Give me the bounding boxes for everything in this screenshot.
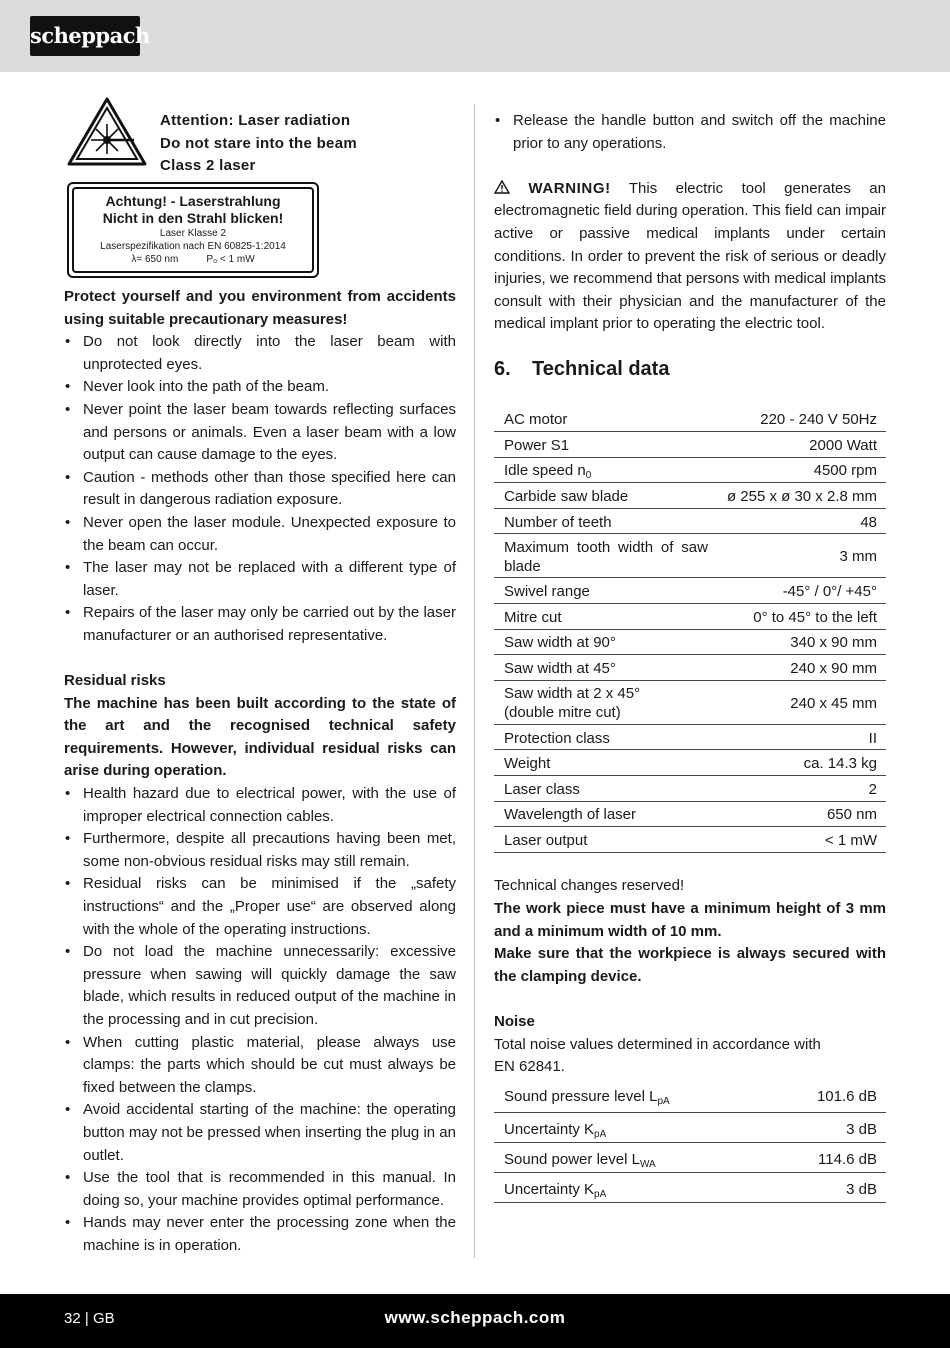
table-row <box>494 578 886 604</box>
spec-label-text: Wavelength of laser <box>504 806 637 824</box>
section-heading <box>494 356 886 382</box>
section-number: 6. <box>494 357 511 380</box>
emf-warning <box>494 178 886 336</box>
label-line-2: Nicht in den Strahl blicken! <box>102 210 284 226</box>
noise-table <box>494 1079 886 1204</box>
list-item: • Residual risks can be minimised if the „safety instructions“ and the „Proper use“ are observed along with the whole of the operating instructions. <box>64 873 456 941</box>
noise-label-text: Sound pressure level L <box>504 1088 658 1106</box>
spec-label-text: Swivel range <box>504 583 590 601</box>
noise-label-text: Sound power level L <box>504 1150 640 1168</box>
residual-risks-intro: The machine has been built according to the state of the art and the recognised technical safety requirements. However, individual residual risks can arise during operation. <box>64 694 456 780</box>
spec-label-text: AC motor <box>504 410 568 428</box>
spec-value-text: -45° / 0°/ +45° <box>782 583 877 601</box>
spec-value-text: 650 nm <box>826 806 877 824</box>
spec-label-text: Protection class <box>504 729 610 747</box>
spec-value <box>717 750 886 776</box>
spec-label <box>494 724 717 750</box>
label-power: P₀ < 1 mW <box>206 254 255 265</box>
laser-warning-text <box>160 110 357 178</box>
table-row <box>494 1173 886 1203</box>
right-column <box>494 110 886 1203</box>
list-item: • Hands may never enter the processing zone when the machine is in operation. <box>64 1212 456 1257</box>
spec-label <box>494 432 717 458</box>
spec-label <box>494 655 717 681</box>
spec-value <box>717 827 886 853</box>
noise-label-subscript: pA <box>594 1188 607 1200</box>
table-row <box>494 724 886 750</box>
changes-note: Technical changes reserved! <box>494 877 685 895</box>
list-item: • Never open the laser module. Unexpected exposure to the beam can occur. <box>64 512 456 557</box>
spec-label <box>494 801 717 827</box>
table-row <box>494 534 886 578</box>
footer-bar <box>0 1294 950 1348</box>
spec-value-text: 240 x 45 mm <box>790 694 877 712</box>
spec-label-text: Saw width at 90° <box>504 634 616 652</box>
spec-value-text: 0° to 45° to the left <box>753 608 877 626</box>
label-line-1: Achtung! - Laserstrahlung <box>105 193 281 209</box>
spec-label-text: Power S1 <box>504 436 570 454</box>
spec-label-text: Saw width at 45° <box>504 659 616 677</box>
spec-label-text: Carbide saw blade <box>504 488 629 506</box>
list-item: • Release the handle button and switch off the machine prior to any operations. <box>494 110 886 155</box>
spec-label <box>494 578 717 604</box>
left-column <box>64 110 456 1258</box>
list-item: • Do not look directly into the laser beam with unprotected eyes. <box>64 331 456 376</box>
spec-label <box>494 483 717 509</box>
laser-hazard-icon <box>66 96 148 168</box>
spec-label <box>494 534 717 578</box>
spec-label-text: Weight <box>504 755 551 773</box>
warning-triangle-icon <box>494 180 510 194</box>
table-row <box>494 1143 886 1173</box>
table-row <box>494 1113 886 1143</box>
spec-value <box>717 457 886 483</box>
logo-text: scheppach <box>30 23 150 48</box>
noise-label-text: Uncertainty K <box>504 1120 595 1138</box>
noise-label-subscript: WA <box>639 1158 656 1170</box>
noise-line-2: EN 62841. <box>494 1058 565 1076</box>
table-row <box>494 406 886 432</box>
spec-label-text: Saw width at 2 x 45° <box>504 685 641 703</box>
table-row <box>494 629 886 655</box>
spec-label <box>494 457 717 483</box>
workpiece-note: The work piece must have a minimum height of 3 mm and a minimum width of 10 mm. <box>494 899 886 940</box>
laser-line-1: Attention: Laser radiation <box>160 112 351 129</box>
table-row <box>494 655 886 681</box>
warning-label: WARNING! <box>528 179 611 197</box>
noise-label-subscript: pA <box>594 1128 607 1140</box>
noise-label-text: Uncertainty K <box>504 1180 595 1198</box>
noise-label <box>494 1173 768 1203</box>
noise-value-text: 114.6 dB <box>818 1150 877 1168</box>
residual-risks-list <box>64 783 456 1257</box>
spec-value-text: ca. 14.3 kg <box>803 755 877 773</box>
page-number: 32 <box>64 1310 81 1327</box>
warning-text: This electric tool generates an electromagnetic field during operation. This field can impair active or passive medical implants under certain conditions. In order to prevent the risk of serious or deadly injuries, we recommend that persons with medical implants consult with their physician and the manufacturer of the medical implant prior to operating the electric tool. <box>494 179 886 333</box>
spec-value-text: 4500 rpm <box>813 462 877 480</box>
spec-label <box>494 680 717 724</box>
clamp-note: Make sure that the workpiece is always secured with the clamping device. <box>494 945 886 985</box>
section-title: Technical data <box>532 357 670 380</box>
label-line-4: Laserspezifikation nach EN 60825-1:2014 <box>100 241 286 252</box>
page-language: GB <box>92 1310 115 1327</box>
spec-value <box>717 432 886 458</box>
website-link[interactable]: www.scheppach.com <box>384 1308 566 1327</box>
list-item: • Health hazard due to electrical power, with the use of improper electrical connection cables. <box>64 783 456 828</box>
table-row <box>494 604 886 630</box>
noise-line-1: Total noise values determined in accordance with <box>494 1035 821 1053</box>
spec-label <box>494 775 717 801</box>
release-list <box>494 110 886 155</box>
list-item: • When cutting plastic material, please always use clamps: the parts which should be cut must always be fixed between the clamps. <box>64 1032 456 1100</box>
table-row <box>494 1079 886 1113</box>
spec-value <box>717 508 886 534</box>
spec-value-text: 240 x 90 mm <box>790 659 877 677</box>
table-row <box>494 750 886 776</box>
noise-label <box>494 1113 768 1143</box>
spec-label <box>494 750 717 776</box>
spec-label-text: Mitre cut <box>504 608 562 626</box>
spec-value-text: ø 255 x ø 30 x 2.8 mm <box>726 488 877 506</box>
spec-value <box>717 534 886 578</box>
spec-label <box>494 629 717 655</box>
spec-label <box>494 604 717 630</box>
noise-label-subscript: pA <box>657 1096 670 1108</box>
table-row <box>494 801 886 827</box>
list-item: • Never look into the path of the beam. <box>64 376 456 399</box>
noise-label <box>494 1143 768 1173</box>
spec-value <box>717 604 886 630</box>
spec-value <box>717 629 886 655</box>
list-item: • Avoid accidental starting of the machine: the operating button may not be pressed when inserting the plug in an outlet. <box>64 1099 456 1167</box>
list-item: • Do not load the machine unnecessarily: excessive pressure when sawing will quickly damage the saw blade, which results in reduced output of the machine in the processing and in cut precision. <box>64 941 456 1031</box>
spec-label <box>494 508 717 534</box>
protect-list <box>64 331 456 647</box>
spec-value-text: < 1 mW <box>824 831 877 849</box>
noise-label <box>494 1079 768 1113</box>
spec-label-text: Idle speed n <box>504 462 586 480</box>
spec-label-text-line2: (double mitre cut) <box>504 704 621 722</box>
list-item: • Never point the laser beam towards reflecting surfaces and persons or animals. Even a laser beam with a low output can cause damage to the eyes. <box>64 399 456 467</box>
spec-value <box>717 680 886 724</box>
scheppach-logo <box>30 16 150 56</box>
table-row <box>494 483 886 509</box>
noise-value <box>768 1113 886 1143</box>
laser-line-3: Class 2 laser <box>160 157 256 175</box>
label-wavelength: λ= 650 nm <box>131 254 179 265</box>
noise-value <box>768 1173 886 1203</box>
tech-data-table <box>494 406 886 853</box>
noise-value-text: 101.6 dB <box>816 1088 877 1106</box>
spec-value <box>717 578 886 604</box>
laser-label-sticker <box>67 182 319 278</box>
spec-value <box>717 724 886 750</box>
residual-risks-title: Residual risks <box>64 672 166 690</box>
laser-line-2: Do not stare into the beam <box>160 134 357 152</box>
spec-value-text: 2 <box>868 780 877 798</box>
spec-value-text: 3 mm <box>839 548 877 566</box>
noise-value <box>768 1079 886 1113</box>
spec-value <box>717 406 886 432</box>
noise-value-text: 3 dB <box>846 1120 877 1138</box>
list-item: • Caution - methods other than those specified here can result in dangerous radiation exposure. <box>64 467 456 512</box>
list-item: • The laser may not be replaced with a different type of laser. <box>64 557 456 602</box>
list-item: • Use the tool that is recommended in this manual. In doing so, your machine provides optimal performance. <box>64 1167 456 1212</box>
protect-heading: Protect yourself and you environment from accidents using suitable precautionary measures! <box>64 288 456 328</box>
table-row <box>494 432 886 458</box>
spec-value-text: 2000 Watt <box>809 436 877 454</box>
spec-label-text: Maximum tooth width of saw blade <box>504 538 708 575</box>
header-bar <box>0 0 950 72</box>
noise-title: Noise <box>494 1012 535 1030</box>
spec-value-text: 48 <box>860 513 877 531</box>
label-spec-row <box>74 253 312 266</box>
spec-value <box>717 801 886 827</box>
table-row <box>494 457 886 483</box>
noise-value <box>768 1143 886 1173</box>
spec-label-text: Laser output <box>504 831 588 849</box>
label-line-3: Laser Klasse 2 <box>159 228 227 239</box>
table-row <box>494 508 886 534</box>
spec-value <box>717 775 886 801</box>
spec-label <box>494 827 717 853</box>
spec-value <box>717 655 886 681</box>
page-separator: | <box>84 1310 89 1327</box>
table-row <box>494 775 886 801</box>
spec-value <box>717 483 886 509</box>
laser-warning-block <box>64 110 456 286</box>
table-row <box>494 680 886 724</box>
spec-label-text: Number of teeth <box>504 513 612 531</box>
spec-label <box>494 406 717 432</box>
column-divider <box>474 104 475 1258</box>
spec-value-text: 220 - 240 V 50Hz <box>760 410 877 428</box>
spec-value-text: 340 x 90 mm <box>790 634 877 652</box>
spec-label-text: Laser class <box>504 780 580 798</box>
noise-value-text: 3 dB <box>846 1180 877 1198</box>
spec-value-text: II <box>868 729 877 747</box>
spec-label-subscript: 0 <box>585 470 592 482</box>
list-item: • Furthermore, despite all precautions having been met, some non-obvious residual risks may still remain. <box>64 828 456 873</box>
table-row <box>494 827 886 853</box>
laser-label-inner <box>72 187 314 273</box>
list-item: • Repairs of the laser may only be carried out by the laser manufacturer or an authorised representative. <box>64 602 456 647</box>
